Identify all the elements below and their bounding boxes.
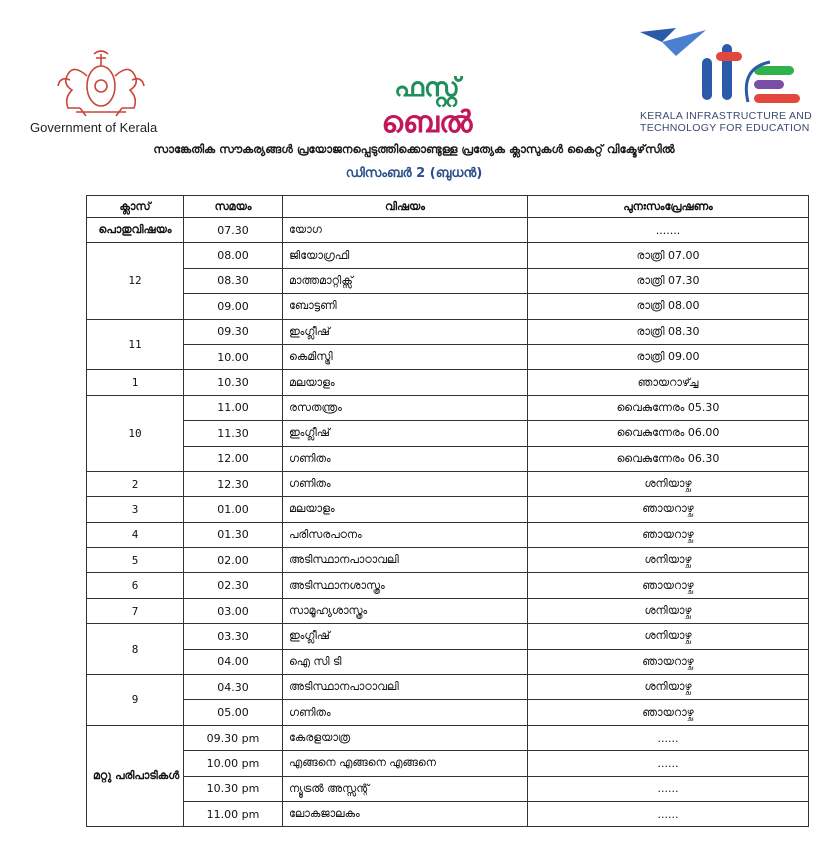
class-cell: മറ്റു പരിപാടികൾ — [87, 725, 184, 827]
rebroadcast-cell: ഞായറാഴ്ച — [528, 700, 809, 725]
time-cell: 10.00 pm — [184, 751, 283, 776]
class-cell: 6 — [87, 573, 184, 598]
kite-org-line2: TECHNOLOGY FOR EDUCATION — [640, 122, 810, 134]
schedule-body — [87, 218, 809, 827]
government-label: Government of Kerala — [30, 120, 158, 135]
page-subtitle: സാങ്കേതിക സൗകര്യങ്ങൾ പ്രയോജനപ്പെടുത്തിക്കൊണ്ടുള്ള പ്രത്യേക ക്ലാസുകൾ കൈറ്റ് വിക്ടേഴ്‌സിൽ — [153, 142, 675, 156]
svg-text:ഫസ്റ്റ്: ഫസ്റ്റ് — [394, 73, 460, 103]
table-row — [87, 344, 809, 369]
column-header-rebroadcast: പുനഃസംപ്രേഷണം — [528, 196, 809, 218]
class-cell: 8 — [87, 624, 184, 675]
subject-cell: കെമിസ്ട്രി — [283, 344, 528, 369]
time-cell: 11.00 — [184, 395, 283, 420]
page-header — [0, 0, 828, 195]
kite-logo — [636, 22, 811, 112]
rebroadcast-cell: രാത്രി 07.00 — [528, 243, 809, 268]
subject-cell: ഇംഗ്ലീഷ് — [283, 421, 528, 446]
time-cell: 09.30 pm — [184, 725, 283, 750]
column-header-time: സമയം — [184, 196, 283, 218]
table-row — [87, 573, 809, 598]
rebroadcast-cell: വൈകുന്നേരം 06.00 — [528, 421, 809, 446]
svg-text:ബെൽ: ബെൽ — [381, 105, 473, 140]
subject-cell: അടിസ്ഥാനപാഠാവലി — [283, 675, 528, 700]
rebroadcast-cell: ശനിയാഴ്ച — [528, 598, 809, 623]
rebroadcast-cell: രാത്രി 08.00 — [528, 294, 809, 319]
subject-cell: ഇംഗ്ലീഷ് — [283, 624, 528, 649]
subject-cell: യോഗ — [283, 218, 528, 243]
time-cell: 04.00 — [184, 649, 283, 674]
rebroadcast-cell: ഞായറാഴ്ച — [528, 573, 809, 598]
table-row — [87, 370, 809, 395]
subject-cell: മാത്തമാറ്റിക്സ് — [283, 268, 528, 293]
rebroadcast-cell: വൈകുന്നേരം 05.30 — [528, 395, 809, 420]
subject-cell: ന്യൂട്രൽ അസ്സന്റ് — [283, 776, 528, 801]
time-cell: 12.00 — [184, 446, 283, 471]
time-cell: 09.30 — [184, 319, 283, 344]
time-cell: 09.00 — [184, 294, 283, 319]
table-row — [87, 243, 809, 268]
time-cell: 12.30 — [184, 471, 283, 496]
subject-cell: ബോട്ടണി — [283, 294, 528, 319]
rebroadcast-cell: രാത്രി 08.30 — [528, 319, 809, 344]
time-cell: 03.30 — [184, 624, 283, 649]
class-cell: 3 — [87, 497, 184, 522]
rebroadcast-cell: ശനിയാഴ്ച — [528, 675, 809, 700]
time-cell: 07.30 — [184, 218, 283, 243]
table-row — [87, 649, 809, 674]
subject-cell: ലോകജാലകം — [283, 801, 528, 826]
table-row — [87, 471, 809, 496]
first-bell-logo — [372, 68, 482, 140]
table-row — [87, 801, 809, 826]
table-row — [87, 395, 809, 420]
class-cell: പൊതുവിഷയം — [87, 218, 184, 243]
subject-cell: ഗണിതം — [283, 700, 528, 725]
class-cell: 4 — [87, 522, 184, 547]
class-cell: 2 — [87, 471, 184, 496]
subject-cell: സാമൂഹ്യശാസ്ത്രം — [283, 598, 528, 623]
subject-cell: ഗണിതം — [283, 446, 528, 471]
rebroadcast-cell: ഞായറാഴ്ച്ച — [528, 370, 809, 395]
class-cell: 12 — [87, 243, 184, 319]
time-cell: 01.30 — [184, 522, 283, 547]
table-row — [87, 624, 809, 649]
subject-cell: ഗണിതം — [283, 471, 528, 496]
table-row — [87, 446, 809, 471]
time-cell: 03.00 — [184, 598, 283, 623]
rebroadcast-cell: ...... — [528, 725, 809, 750]
kite-org-name — [640, 110, 812, 134]
subject-cell: ജിയോഗ്രഫി — [283, 243, 528, 268]
table-row — [87, 548, 809, 573]
rebroadcast-cell: ഞായറാഴ്ച — [528, 497, 809, 522]
rebroadcast-cell: രാത്രി 09.00 — [528, 344, 809, 369]
time-cell: 11.00 pm — [184, 801, 283, 826]
kerala-emblem-icon — [46, 46, 156, 118]
rebroadcast-cell: ശനിയാഴ്ച — [528, 624, 809, 649]
subject-cell: പരിസരപഠനം — [283, 522, 528, 547]
rebroadcast-cell: രാത്രി 07.30 — [528, 268, 809, 293]
time-cell: 01.00 — [184, 497, 283, 522]
table-row — [87, 700, 809, 725]
rebroadcast-cell: ...... — [528, 776, 809, 801]
time-cell: 08.00 — [184, 243, 283, 268]
schedule-date: ഡിസംബർ 2 (ബുധൻ) — [345, 166, 483, 181]
time-cell: 10.30 — [184, 370, 283, 395]
class-cell: 7 — [87, 598, 184, 623]
class-cell: 1 — [87, 370, 184, 395]
class-cell: 11 — [87, 319, 184, 370]
table-row — [87, 675, 809, 700]
time-cell: 10.30 pm — [184, 776, 283, 801]
table-row — [87, 421, 809, 446]
rebroadcast-cell: ശനിയാഴ്ച — [528, 548, 809, 573]
subject-cell: രസതന്ത്രം — [283, 395, 528, 420]
table-row — [87, 294, 809, 319]
rebroadcast-cell: ...... — [528, 751, 809, 776]
subject-cell: മലയാളം — [283, 370, 528, 395]
time-cell: 05.00 — [184, 700, 283, 725]
table-row — [87, 776, 809, 801]
time-cell: 08.30 — [184, 268, 283, 293]
subject-cell: അടിസ്ഥാനപാഠാവലി — [283, 548, 528, 573]
rebroadcast-cell: വൈകുന്നേരം 06.30 — [528, 446, 809, 471]
rebroadcast-cell: ശനിയാഴ്ച — [528, 471, 809, 496]
column-header-subject: വിഷയം — [283, 196, 528, 218]
column-header-class: ക്ലാസ് — [87, 196, 184, 218]
table-row — [87, 751, 809, 776]
subject-cell: എങ്ങനെ എങ്ങനെ എങ്ങനെ — [283, 751, 528, 776]
rebroadcast-cell: ...... — [528, 801, 809, 826]
table-row — [87, 497, 809, 522]
time-cell: 11.30 — [184, 421, 283, 446]
time-cell: 02.00 — [184, 548, 283, 573]
table-row — [87, 598, 809, 623]
subject-cell: അടിസ്ഥാനശാസ്ത്രം — [283, 573, 528, 598]
subject-cell: ഇംഗ്ലീഷ് — [283, 319, 528, 344]
table-row — [87, 725, 809, 750]
subject-cell: ഐ സി ടി — [283, 649, 528, 674]
table-row — [87, 218, 809, 243]
table-row — [87, 319, 809, 344]
rebroadcast-cell: ഞായറാഴ്ച — [528, 649, 809, 674]
subject-cell: കേരളയാത്ര — [283, 725, 528, 750]
class-cell: 10 — [87, 395, 184, 471]
subject-cell: മലയാളം — [283, 497, 528, 522]
schedule-table — [86, 195, 809, 827]
class-cell: 9 — [87, 675, 184, 726]
class-cell: 5 — [87, 548, 184, 573]
table-row — [87, 268, 809, 293]
table-row — [87, 522, 809, 547]
kite-org-line1: KERALA INFRASTRUCTURE AND — [640, 110, 813, 122]
rebroadcast-cell: ഞായറാഴ്ച — [528, 522, 809, 547]
rebroadcast-cell: ....... — [528, 218, 809, 243]
time-cell: 10.00 — [184, 344, 283, 369]
time-cell: 02.30 — [184, 573, 283, 598]
table-header-row — [87, 196, 809, 218]
time-cell: 04.30 — [184, 675, 283, 700]
